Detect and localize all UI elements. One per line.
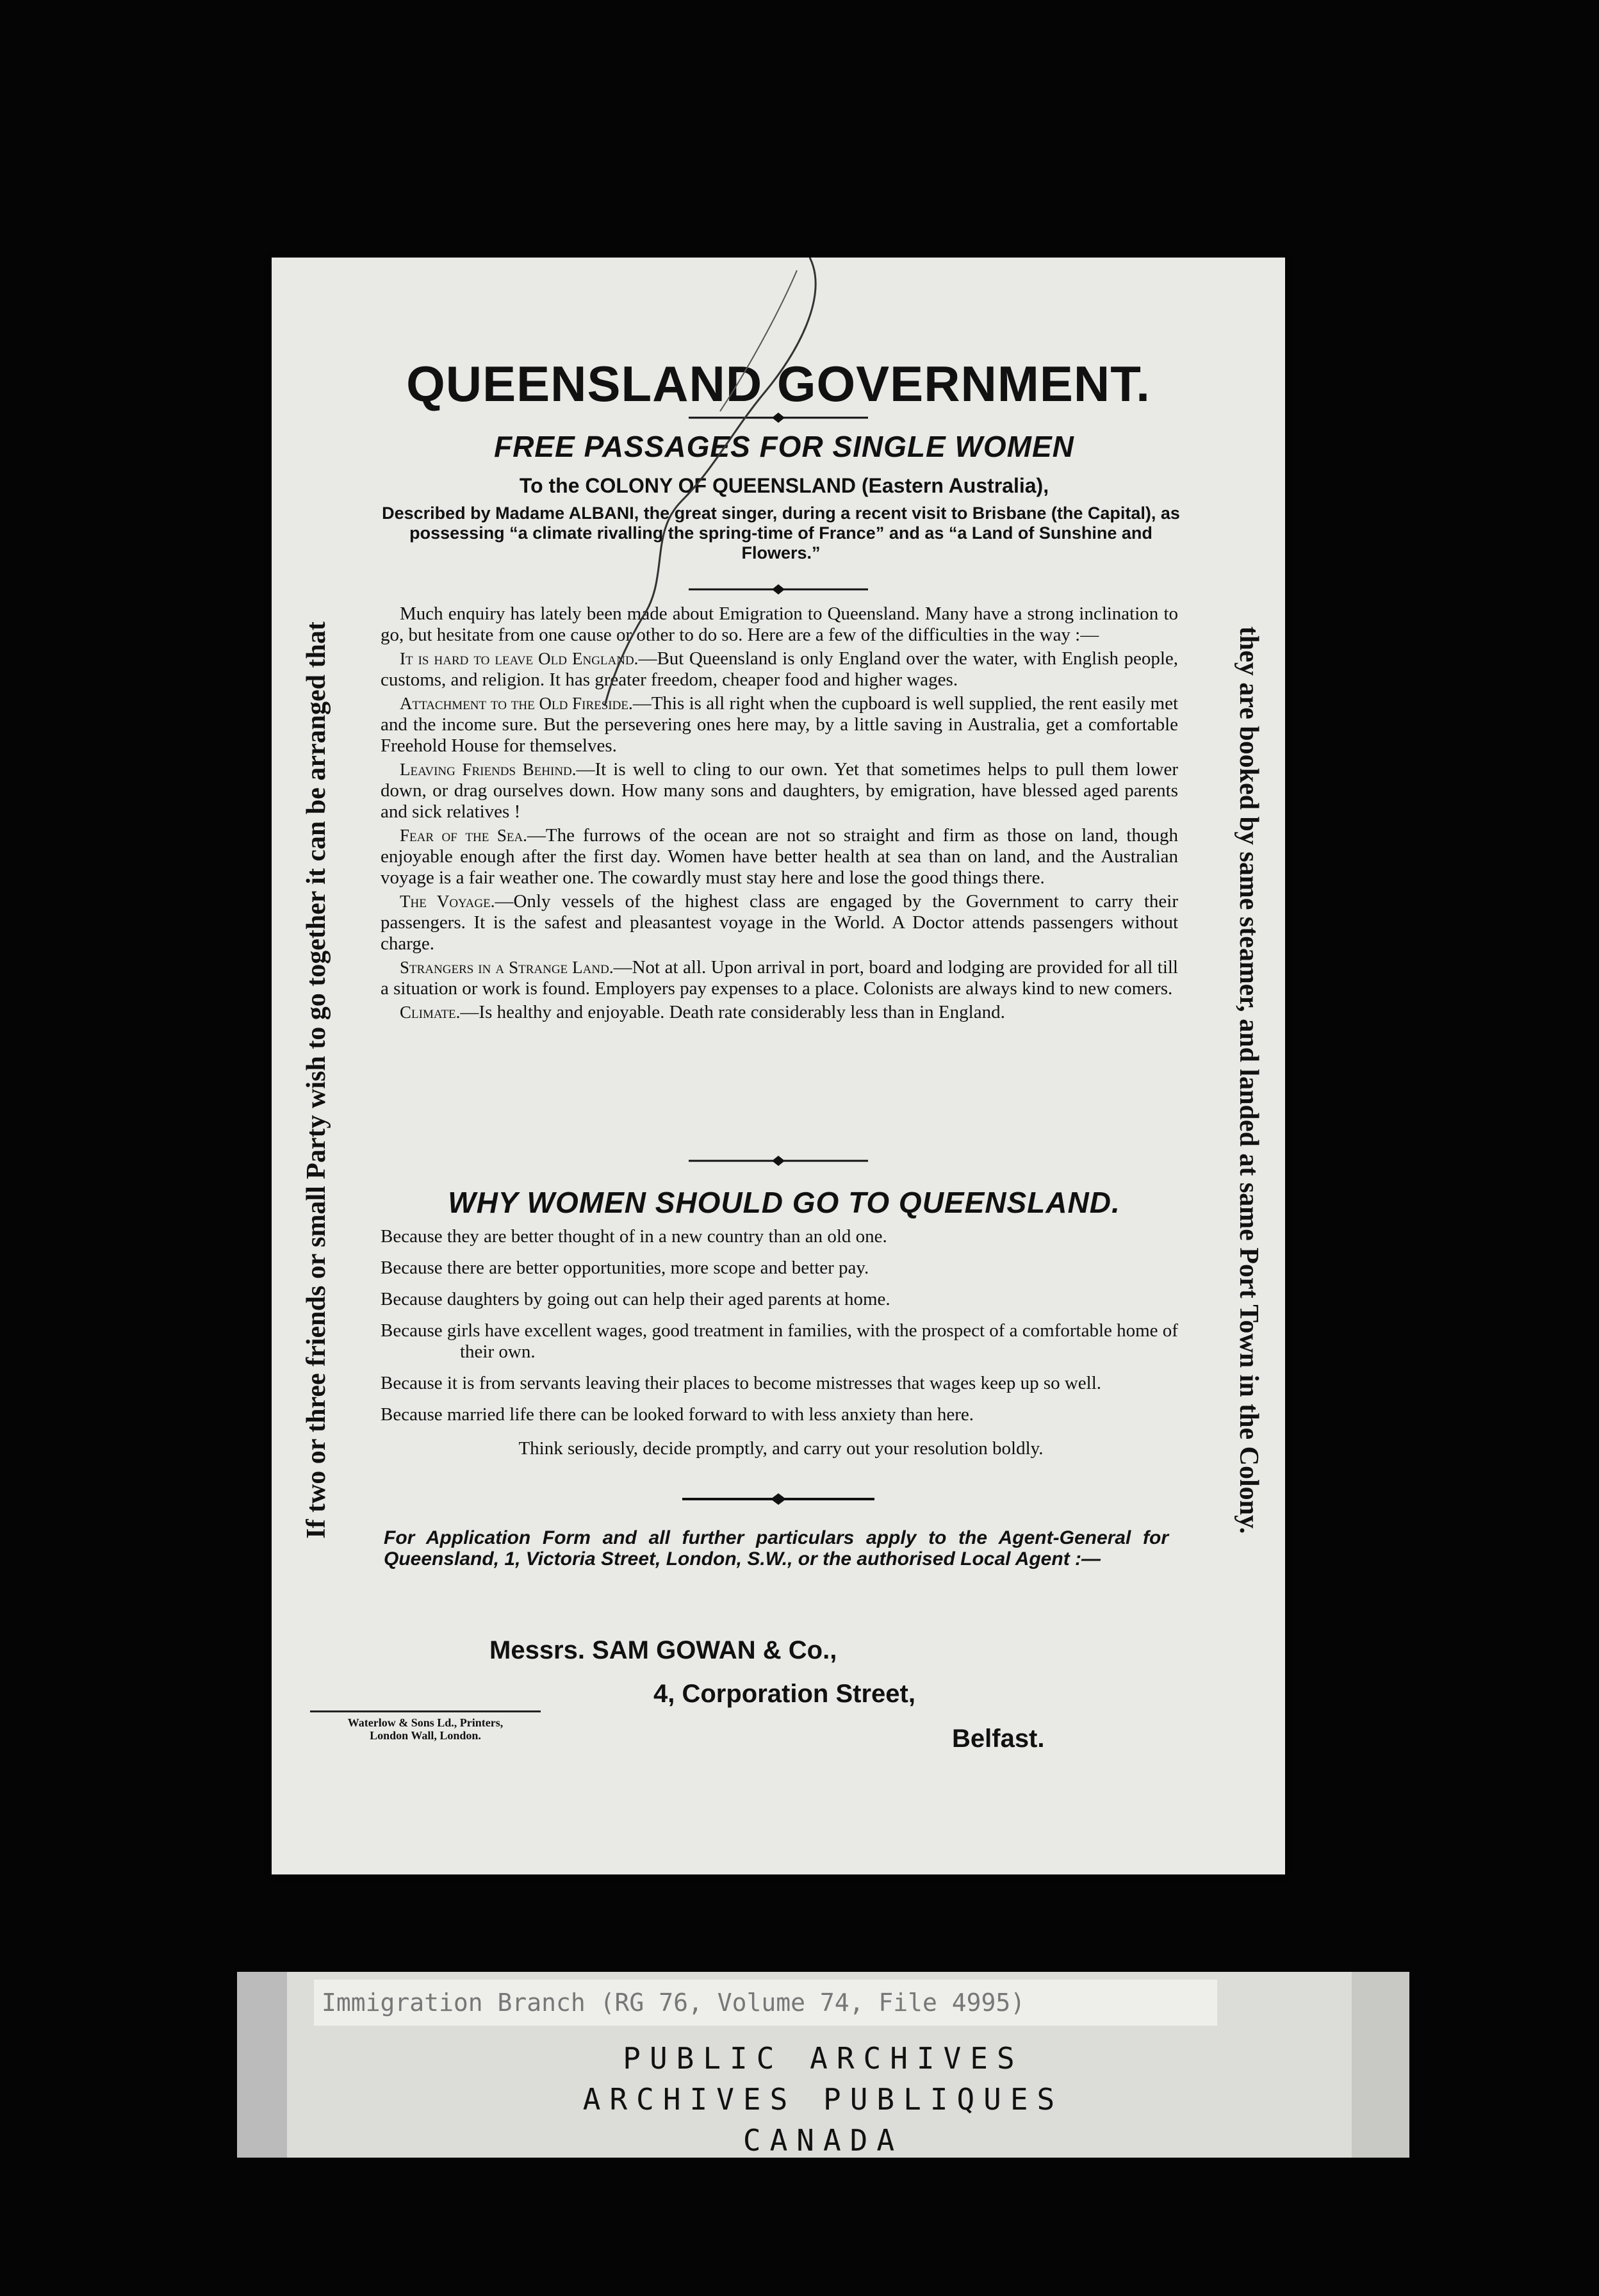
archive-line-french: ARCHIVES PUBLIQUES (582, 2082, 1064, 2117)
difficulty-text: —This is all right when the cupboard is well supplied, the rent easily met and the income sure. But the persevering ones here may, by a little saving in Australia, get a comfortable Freehold House for themselves. (381, 693, 1178, 756)
albani-quote: Described by Madame ALBANI, the great singer, during a recent visit to Brisbane (the Capital), as possessing “a climate rivalling the spring-time of France” and as “a Land of Sunshine and Flowers.” (382, 504, 1180, 562)
reasons-list (381, 1226, 1181, 1459)
difficulty-heading: Leaving Friends Behind. (400, 760, 577, 779)
difficulty-text: —Not at all. Upon arrival in port, board and lodging are provided for all till a situation or work is found. Employers pay expenses to a place. Colonists are always kind to new comers. (381, 957, 1178, 999)
closing-line: Think seriously, decide promptly, and carry out your resolution boldly. (518, 1438, 1044, 1459)
archive-line-english: PUBLIC ARCHIVES (623, 2041, 1024, 2076)
printer-line: London Wall, London. (370, 1729, 481, 1742)
reason-item: Because married life there can be looked forward to with less anxiety than here. (381, 1404, 974, 1425)
difficulty-heading: The Voyage. (400, 892, 495, 911)
difficulty-heading: Attachment to the Old Fireside. (400, 694, 633, 713)
printer-imprint (310, 1710, 541, 1742)
difficulty-paragraph (381, 759, 1178, 823)
agent-city: Belfast. (952, 1725, 1045, 1753)
difficulty-heading: Strangers in a Strange Land. (400, 958, 614, 977)
difficulty-text: —Is healthy and enjoyable. Death rate considerably less than in England. (460, 1002, 1005, 1022)
thread-mark (554, 258, 842, 706)
ornament-divider (272, 1154, 1285, 1170)
reason-item: Because there are better opportunities, more scope and better pay. (381, 1258, 869, 1278)
reason-item: Because it is from servants leaving their places to become mistresses that wages keep up so well. (381, 1373, 1102, 1393)
difficulty-text: —It is well to cling to our own. Yet that sometimes helps to pull them lower down, or drag ourselves down. How many sons and daughters, by emigration, have blessed aged parents and sick relatives ! (381, 759, 1178, 822)
difficulty-heading: Climate. (400, 1003, 461, 1022)
side-text-right: they are booked by same steamer, and landed at same Port Town in the Colony. (1234, 626, 1263, 1534)
difficulty-paragraph (381, 891, 1178, 955)
application-instructions: For Application Form and all further particulars apply to the Agent-General for Queensland, 1, Victoria Street, London, S.W., or the authorised Local Agent :— (384, 1527, 1168, 1570)
difficulty-heading: Fear of the Sea. (400, 826, 527, 845)
archive-reference: Immigration Branch (RG 76, Volume 74, File 4995) (314, 1980, 1217, 2026)
difficulty-paragraph (381, 957, 1178, 999)
ornament-divider (272, 1493, 1285, 1509)
difficulty-heading: It is hard to leave Old England. (400, 649, 639, 668)
intro-paragraph: Much enquiry has lately been made about Emigration to Queensland. Many have a strong inclination to go, but hesitate from one cause or other to do so. Here are a few of the difficulties in the way :— (381, 603, 1178, 645)
difficulty-text: —But Queensland is only England over the water, with English people, customs, and religion. It has greater freedom, cheaper food and higher wages. (381, 648, 1178, 690)
why-women-heading: WHY WOMEN SHOULD GO TO QUEENSLAND. (448, 1186, 1120, 1219)
difficulty-text: —The furrows of the ocean are not so straight and firm as those on land, though enjoyable enough after the first day. Women have better health at sea than on land, and the Australian voyage is a fair weather one. The cowardly must stay here and lose the good things there. (381, 825, 1178, 888)
colony-line: To the COLONY OF QUEENSLAND (Eastern Australia), (519, 474, 1049, 497)
printer-line: Waterlow & Sons Ld., Printers, (347, 1716, 504, 1729)
agent-name: Messrs. SAM GOWAN & Co., (489, 1636, 837, 1664)
archive-line-country: CANADA (742, 2123, 904, 2158)
reason-item: Because daughters by going out can help their aged parents at home. (381, 1289, 890, 1309)
archive-label (237, 1972, 1409, 2158)
difficulty-text: —Only vessels of the highest class are engaged by the Government to carry their passengers. It is the safest and pleasantest voyage in the World. A Doctor attends passengers without charge. (381, 891, 1178, 954)
poster-sheet (272, 258, 1285, 1874)
side-text-left: If two or three friends or small Party wish to go together it can be arranged that (302, 621, 331, 1539)
free-passages-heading: FREE PASSAGES FOR SINGLE WOMEN (494, 430, 1074, 463)
poster-title: QUEENSLAND GOVERNMENT. (406, 356, 1151, 412)
reason-item: Because girls have excellent wages, good treatment in families, with the prospect of a comfortable home of their own. (381, 1320, 1178, 1362)
agent-street: 4, Corporation Street, (653, 1680, 915, 1708)
difficulty-paragraph (381, 825, 1178, 889)
reason-item: Because they are better thought of in a new country than an old one. (381, 1226, 887, 1247)
difficulty-paragraph (381, 1002, 1178, 1023)
